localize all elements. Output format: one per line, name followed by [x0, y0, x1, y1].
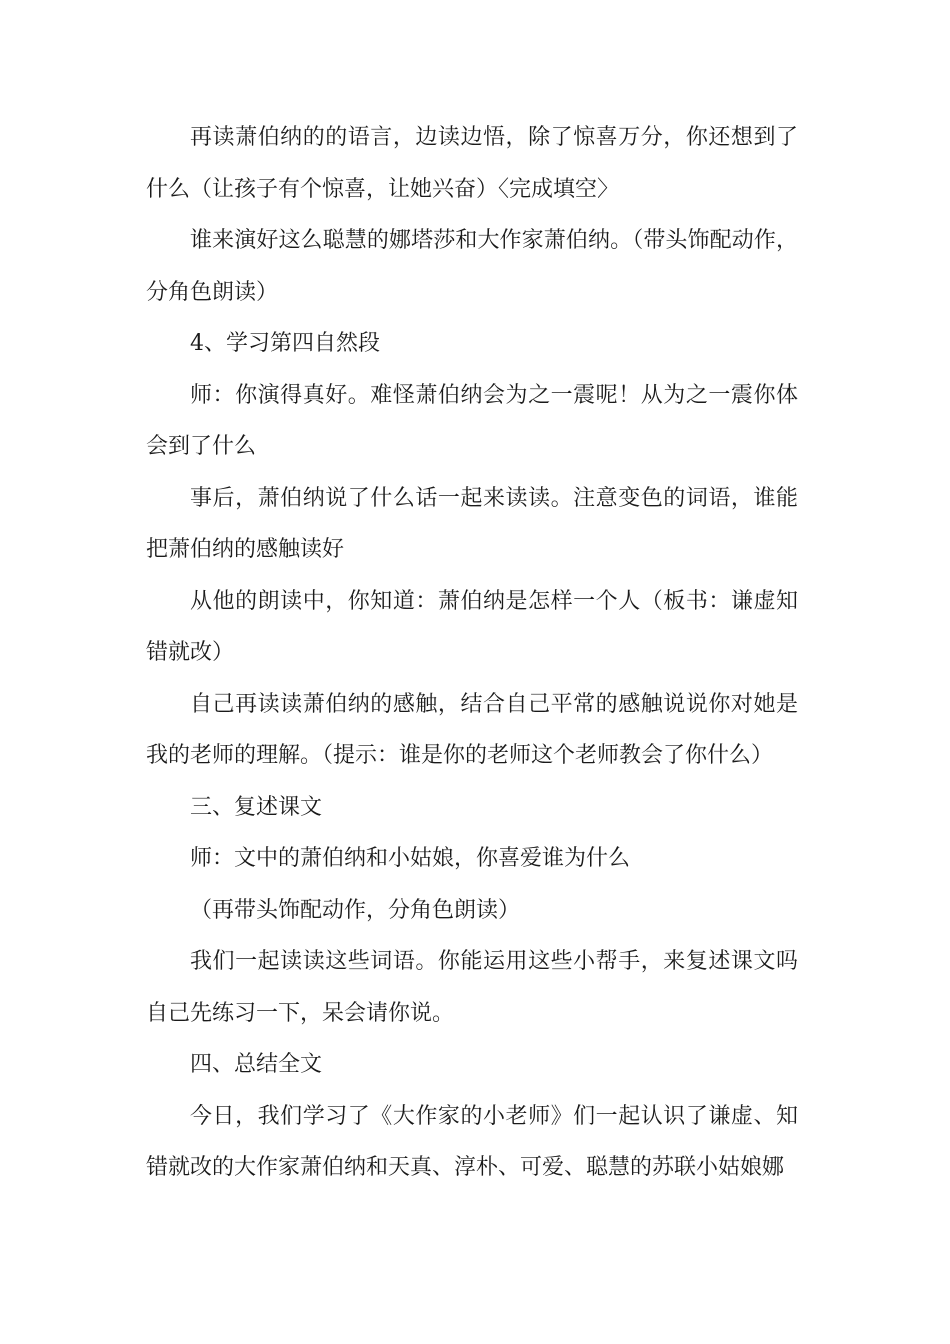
paragraph-role-play-again: （再带头饰配动作，分角色朗读） — [190, 897, 521, 923]
paragraph-role-play-reading: 谁来演好这么聪慧的娜塔莎和大作家萧伯纳。（带头饰配动作，分角色朗读） — [146, 228, 798, 305]
document-body — [146, 112, 798, 1194]
paragraph-lesson-summary: 今日，我们学习了《大作家的小老师》们一起认识了谦虚、知错就改的大作家萧伯纳和天真、淳朴、可爱、聪慧的苏联小姑娘娜 — [146, 1103, 798, 1180]
paragraph-character-summary: 从他的朗读中，你知道：萧伯纳是怎样一个人（板书：谦虚知错就改） — [146, 588, 798, 665]
paragraph-teacher-question: 师：文中的萧伯纳和小姑娘，你喜爱谁为什么 — [190, 846, 631, 871]
paragraph-reread-response: 再读萧伯纳的的语言，边读边悟，除了惊喜万分，你还想到了什么（让孩子有个惊喜，让她兴奋）〈完成填空〉 — [146, 125, 798, 202]
paragraph-teacher-praise: 师：你演得真好。难怪萧伯纳会为之一震呢！从为之一震你体会到了什么 — [146, 382, 798, 459]
paragraph-read-together: 事后，萧伯纳说了什么话一起来读读。注意变色的词语，谁能把萧伯纳的感触读好 — [146, 485, 798, 562]
paragraph-reflection-prompt: 自己再读读萧伯纳的感触，结合自己平常的感触说说你对她是我的老师的理解。（提示：谁是你的老师这个老师教会了你什么） — [146, 691, 798, 768]
paragraph-section-4-heading: 4、学习第四自然段 — [190, 331, 380, 356]
paragraph-section-3-heading: 三、复述课文 — [190, 794, 323, 820]
paragraph-retell-practice: 我们一起读读这些词语。你能运用这些小帮手，来复述课文吗自己先练习一下，呆会请你说。 — [146, 949, 798, 1026]
paragraph-section-4-summary-heading: 四、总结全文 — [190, 1052, 323, 1077]
